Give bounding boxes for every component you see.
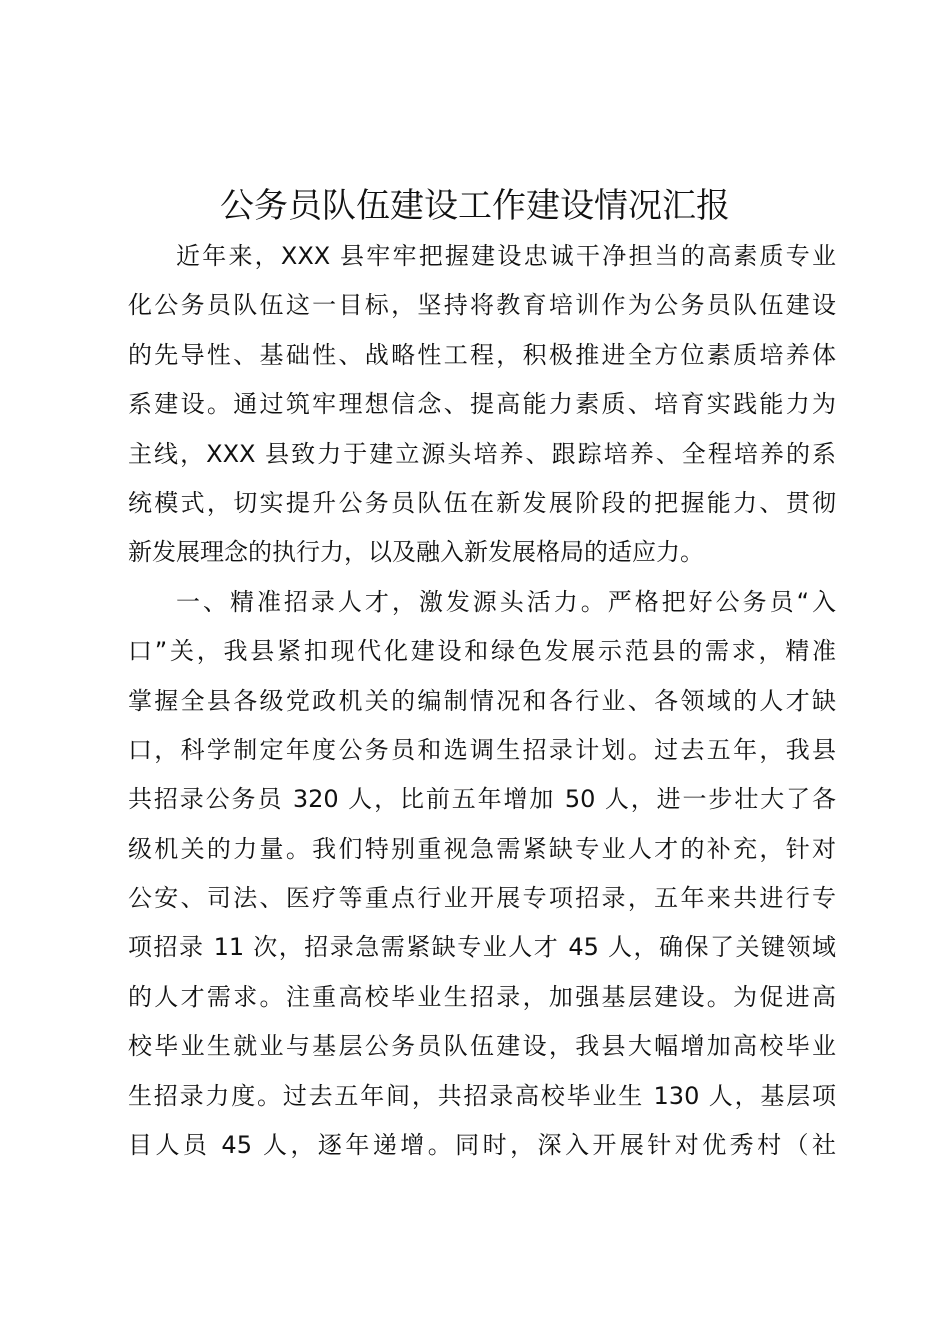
paragraph-section-one [128, 578, 836, 1171]
paragraph-line: 掌握全县各级党政机关的编制情况和各行业、各领域的人才缺 [128, 686, 836, 715]
paragraph-line: 生招录力度。过去五年间，共招录高校毕业生 130 人，基层项 [128, 1081, 836, 1110]
paragraph-line: 目人员 45 人，逐年递增。同时，深入开展针对优秀村（社 [128, 1131, 836, 1160]
paragraph-line: 统模式，切实提升公务员队伍在新发展阶段的把握能力、贯彻 [128, 488, 836, 517]
paragraph-line: 口，科学制定年度公务员和选调生招录计划。过去五年，我县 [128, 735, 836, 764]
paragraph-line: 的先导性、基础性、战略性工程，积极推进全方位素质培养体 [128, 340, 836, 369]
paragraph-line: 级机关的力量。我们特别重视急需紧缺专业人才的补充，针对 [128, 834, 836, 863]
paragraph-line: 系建设。通过筑牢理想信念、提高能力素质、培育实践能力为 [128, 390, 836, 419]
paragraph-line: 化公务员队伍这一目标，坚持将教育培训作为公务员队伍建设 [128, 291, 836, 320]
paragraph-line: 近年来，XXX 县牢牢把握建设忠诚干净担当的高素质专业 [176, 242, 836, 270]
document-body [128, 232, 836, 1170]
paragraph-line: 校毕业生就业与基层公务员队伍建设，我县大幅增加高校毕业 [128, 1032, 836, 1061]
paragraph-intro [128, 232, 836, 578]
paragraph-line: 新发展理念的执行力，以及融入新发展格局的适应力。 [128, 538, 704, 567]
paragraph-line: 项招录 11 次，招录急需紧缺专业人才 45 人，确保了关键领域 [128, 933, 836, 962]
document-title: 公务员队伍建设工作建设情况汇报 [220, 186, 730, 226]
paragraph-line: 口”关，我县紧扣现代化建设和绿色发展示范县的需求，精准 [128, 637, 836, 666]
paragraph-line: 主线，XXX 县致力于建立源头培养、跟踪培养、全程培养的系 [128, 439, 836, 468]
paragraph-line: 共招录公务员 320 人，比前五年增加 50 人，进一步壮大了各 [128, 785, 836, 814]
paragraph-line: 的人才需求。注重高校毕业生招录，加强基层建设。为促进高 [128, 982, 836, 1011]
paragraph-line: 一、精准招录人才，激发源头活力。严格把好公务员“入 [176, 587, 836, 616]
paragraph-line: 公安、司法、医疗等重点行业开展专项招录，五年来共进行专 [128, 884, 836, 913]
